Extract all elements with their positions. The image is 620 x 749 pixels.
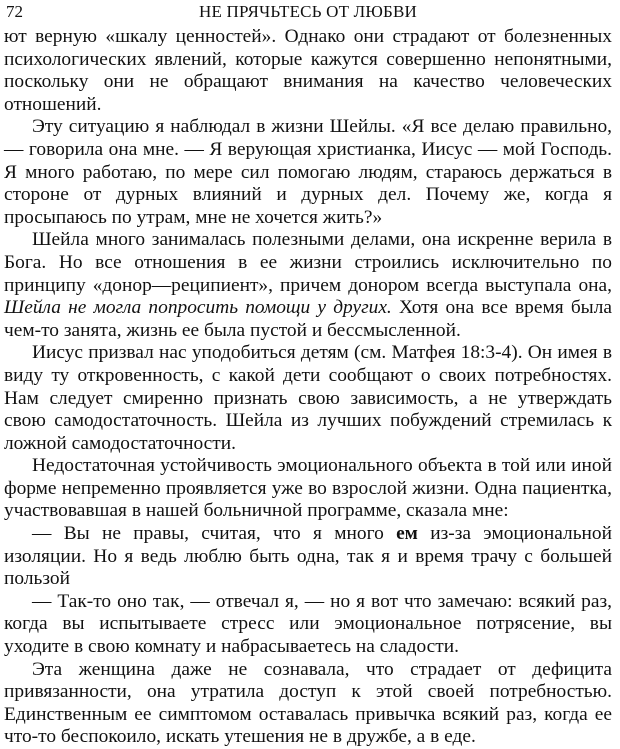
paragraph-6-text-start: — Вы не правы, считая, что я много [32,523,397,545]
page-number: 72 [6,2,23,21]
paragraph-6 [4,523,612,591]
running-title: НЕ ПРЯЧЬТЕСЬ ОТ ЛЮБВИ [198,2,418,21]
page-body [4,26,612,749]
paragraph-7: — Так-то оно так, — отвечал я, — но я вот что замечаю: всякий раз, когда вы испытываете стресс или эмоциональное потрясение, вы уходите в свою комнату и набрасываетесь на сладости. [4,590,612,658]
paragraph-3 [4,229,612,342]
paragraph-3-italic-phrase: Шейла не могла попросить помощи у других. [4,297,392,319]
paragraph-6-bold-word: ем [396,523,418,545]
paragraph-1: ют верную «шкалу ценностей». Однако они страдают от болезненных психологических явлений, которые кажутся совершенно непонятными, поскольку они не обращают внимания на качество человеческих отношений. [4,26,612,115]
paragraph-2: Эту ситуацию я наблюдал в жизни Шейлы. «Я все делаю правильно, — говорила она мне. — Я верующая христианка, Иисус — мой Господь. Я много работаю, по мере сил помогаю людям, стараюсь держаться в стороне от дурных влияний и дурных дел. Почему же, когда я просыпаюсь по утрам, мне не хочется жить?» [4,116,612,228]
paragraph-5: Недостаточная устойчивость эмоционального объекта в той или иной форме непременно проявляется уже во взрослой жизни. Одна пациентка, участвовавшая в нашей больничной программе, сказала мне: [4,455,612,522]
paragraph-8: Эта женщина даже не сознавала, что страдает от дефицита привязанности, она утратила доступ к этой своей потребностью. Единственным ее симптомом оставалась привычка всякий раз, когда ее что-то беспокоило, искать утешения не в дружбе, а в еде. [4,658,612,748]
paragraph-4: Иисус призвал нас уподобиться детям (см. Матфея 18:3-4). Он имея в виду ту откровенность, с какой дети сообщают о своих потребностях. Нам следует смиренно признать свою зависимость, а не утверждать свою самодостаточность. Шейла из лучших побуждений стремилась к ложной самодостаточности. [4,342,612,454]
page-header [4,2,612,26]
paragraph-6-text-end: из-за эмоциональной изоляции. Но я ведь люблю быть одна, так я и время трачу с большей пользой [4,523,612,590]
paragraph-3-text-start: Шейла много занималась полезными делами, она искренне верила в Бога. Но все отношения в ее жизни строились исключительно по принципу «донор—реципиент», причем донором всегда выступала она, [4,229,612,296]
paragraph-3-text-end: Хотя она все время была чем-то занята, жизнь ее была пустой и бессмысленной. [4,297,612,341]
